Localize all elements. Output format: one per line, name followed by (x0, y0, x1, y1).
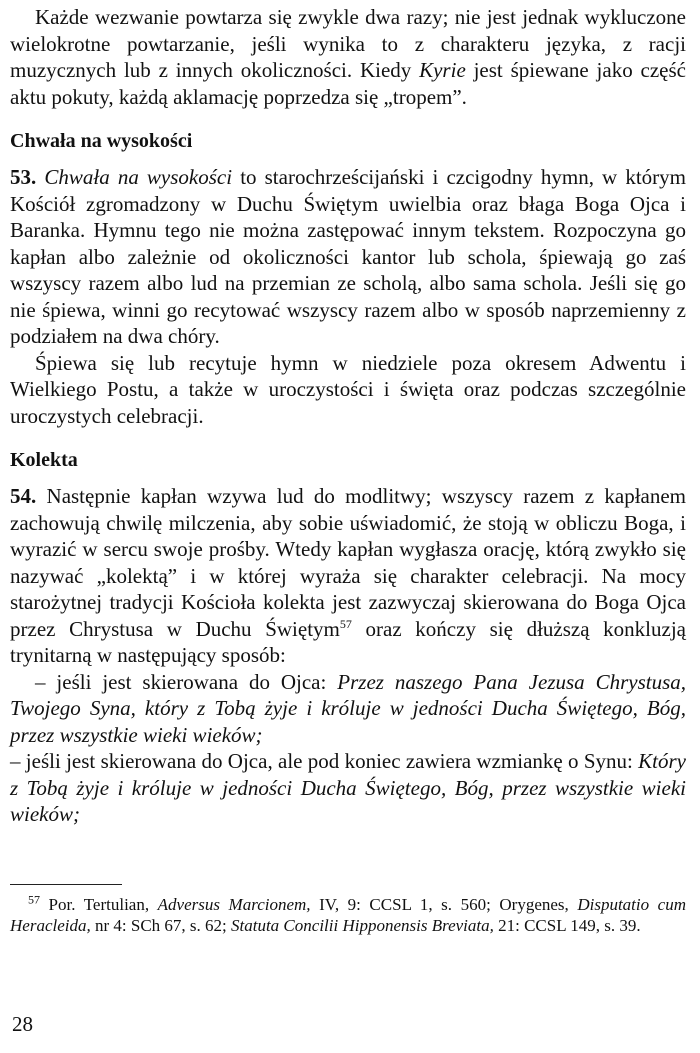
collect-item-2-text: – jeśli jest skierowana do Ojca, ale pod koniec zawiera wzmiankę o Synu: (10, 749, 639, 773)
paragraph-number-54: 54. (10, 484, 37, 508)
footnote-reference[interactable]: 57 (339, 616, 352, 631)
collect-paragraph-1 (10, 483, 686, 669)
gloria-text-1: to starochrześcijański i czcigodny hymn, w którym Kościół zgromadzony w Duchu Świętym uwielbia oraz błaga Boga Ojca i Baranka. Hymnu tego nie można zastępować innym tekstem. Rozpoczyna go kapłan albo zależnie od okoliczności kantor lub schola, śpiewają go zaś wszyscy razem albo lud na przemian ze scholą, albo sama schola. Jeśli się go nie śpiewa, winni go recytować wszyscy razem albo w sposób naprzemienny z podziałem na dwa chóry. (10, 165, 686, 348)
gloria-paragraph-1 (10, 164, 686, 350)
footnote-text-g: 21: CCSL 149, s. 39. (493, 916, 641, 935)
page-number: 28 (12, 1012, 33, 1036)
kyrie-term: Kyrie (419, 58, 466, 82)
collect-text-a: Następnie kapłan wzywa lud do modlitwy; wszyscy razem z kapłanem zachowują chwilę milczenia, aby sobie uświadomić, że stoją w obliczu Boga, i wyrazić w sercu swoje prośby. Wtedy kapłan wygłasza orację, którą zwykło się nazywać „kolektą” i w której wyraża się charakter celebracji. Na mocy starożytnej tradycji Kościoła kolekta jest zazwyczaj skierowana do Boga Ojca przez Chrystusa w Duchu Świętym (10, 484, 686, 641)
intro-text-b: jest śpiewane jako część aktu pokuty, każdą aklamację poprzedza się „tropem”. (10, 58, 686, 109)
footnote-work-2: Disputatio cum Heracleida, (10, 894, 687, 935)
collect-item-2-formula: Który z Tobą żyje i króluje w jedności Ducha Świętego, Bóg, przez wszystkie wieki wieków; (10, 749, 686, 826)
collect-item-1-formula: Przez naszego Pana Jezusa Chrystusa, Twojego Syna, który z Tobą żyje i króluje w jedności Ducha Świętego, Bóg, przez wszystkie wieki wieków; (10, 669, 687, 747)
footnote-text-a: Por. Tertulian, (40, 894, 158, 914)
footnote-text-e: nr 4: SCh 67, s. 62; (90, 916, 232, 935)
collect-text-b: oraz kończy się dłuższą konkluzją trynitarną w następujący sposób: (10, 616, 686, 667)
footnote-work-1: Adversus Marcionem, (157, 894, 311, 914)
collect-item-2 (10, 748, 686, 828)
gloria-title: Chwała na wysokości (44, 165, 233, 189)
collect-item-1 (10, 669, 686, 749)
intro-text-a: Każde wezwanie powtarza się zwykle dwa razy; nie jest jednak wykluczone wielokrotne powtarzanie, jeśli wynika to z charakteru języka, z racji muzycznych lub z innych okoliczności. Kiedy (10, 5, 686, 82)
footnote-57 (10, 891, 687, 937)
section-heading-gloria: Chwała na wysokości (10, 130, 193, 152)
section-heading-collect: Kolekta (10, 449, 78, 471)
intro-paragraph (10, 4, 686, 110)
footnote-number: 57 (28, 891, 40, 906)
footnote-divider (10, 884, 122, 885)
footnote-work-3: Statuta Concilii Hipponensis Breviata, (231, 916, 494, 935)
collect-item-1-text: – jeśli jest skierowana do Ojca: (35, 669, 338, 694)
paragraph-number-53: 53. (10, 165, 37, 189)
footnote-text-c: IV, 9: CCSL 1, s. 560; Orygenes, (310, 894, 578, 914)
gloria-paragraph-2: Śpiewa się lub recytuje hymn w niedziele poza okresem Adwentu i Wielkiego Postu, a także w uroczystości i święta oraz podczas szczególnie uroczystych celebracji. (10, 350, 686, 428)
page-content (10, 4, 686, 937)
